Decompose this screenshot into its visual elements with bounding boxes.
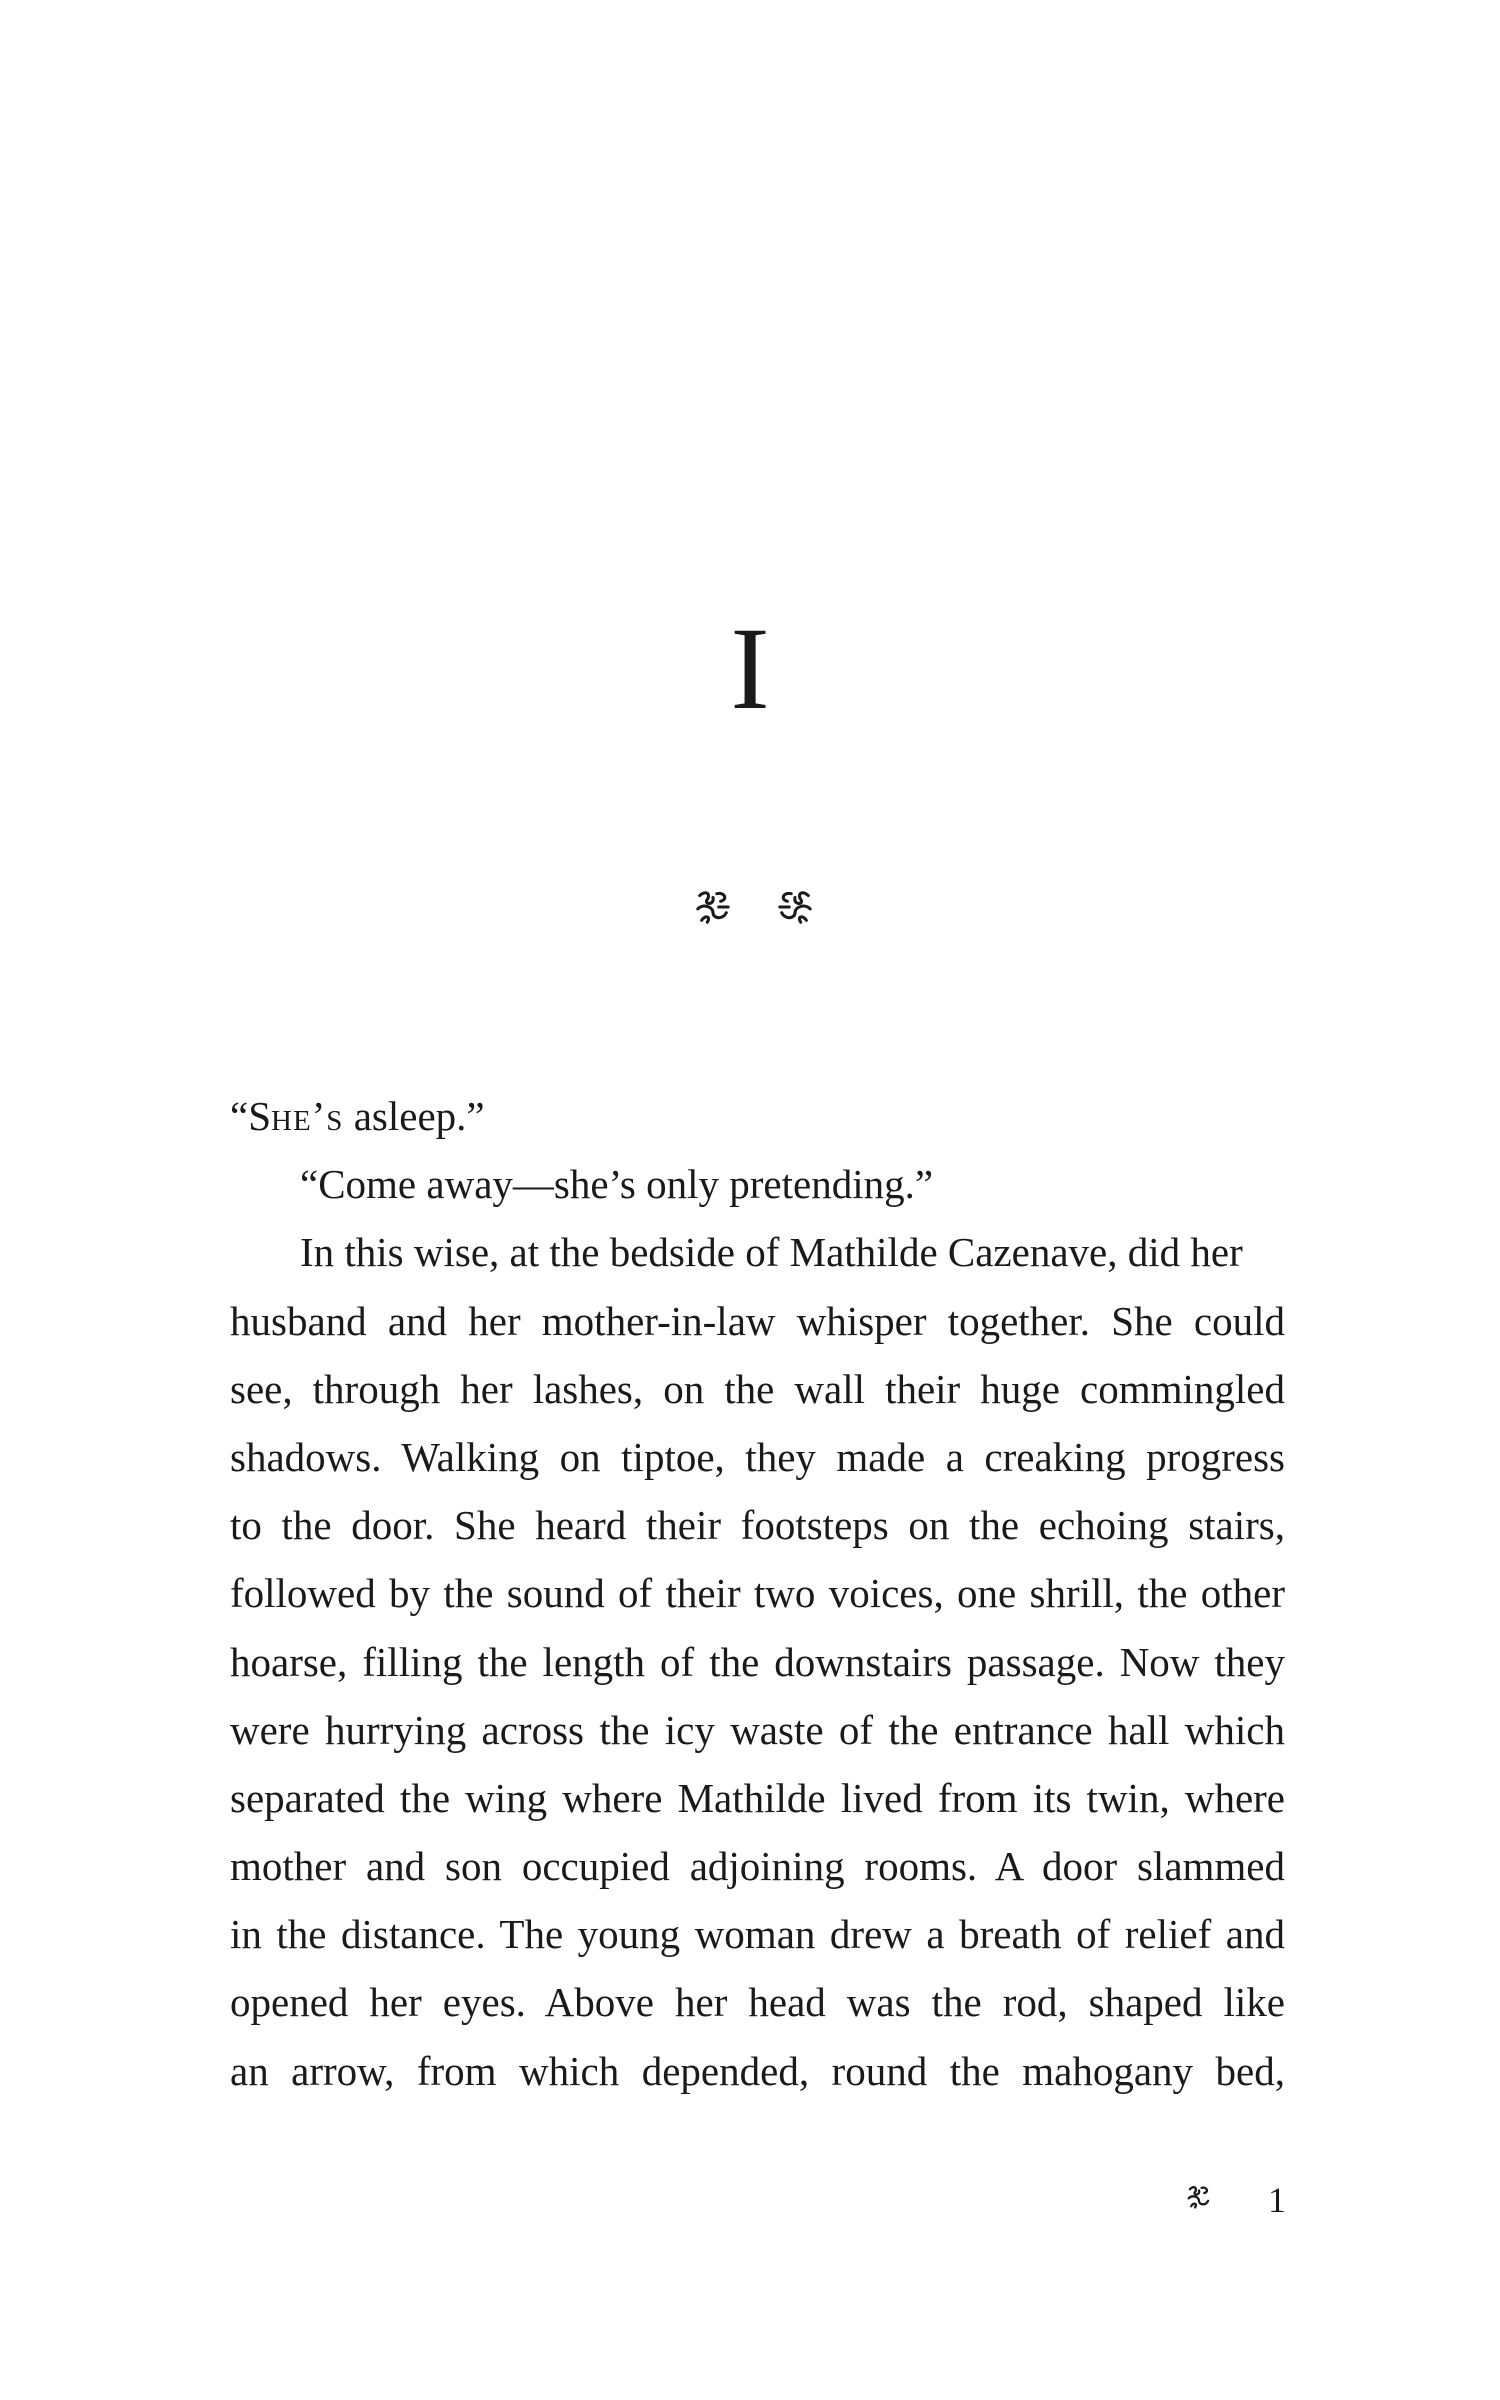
page-footer <box>1186 2176 1286 2224</box>
chapter-ornament <box>694 888 818 928</box>
chapter-number: I <box>730 603 770 734</box>
text-line-2: “Come away—she’s only pretending.” <box>300 1161 934 1208</box>
fleuron-icon <box>1186 2184 1212 2210</box>
text-line-15: an arrow, from which depended, round the mahogany bed, <box>230 2047 1285 2094</box>
text-line-9: hoarse, filling the length of the downstairs passage. Now they <box>230 1638 1285 1685</box>
text-line-4: husband and her mother-in-law whisper together. She could <box>230 1297 1285 1344</box>
chapter-text <box>230 1082 1285 2105</box>
text-line-8: followed by the sound of their two voices, one shrill, the other <box>230 1570 1285 1617</box>
text-line-13: in the distance. The young woman drew a breath of relief and <box>230 1911 1285 1958</box>
page-number: 1 <box>1268 2180 1286 2220</box>
text-line-7: to the door. She heard their footsteps on the echoing stairs, <box>230 1502 1285 1549</box>
text-line-6: shadows. Walking on tiptoe, they made a creaking progress <box>230 1433 1285 1480</box>
opening-initial: “S <box>230 1093 271 1139</box>
text-line-5: see, through her lashes, on the wall their huge commingled <box>230 1365 1285 1412</box>
text-line-14: opened her eyes. Above her head was the rod, shaped like <box>230 1979 1285 2026</box>
text-line-12: mother and son occupied adjoining rooms. A door slammed <box>230 1843 1285 1890</box>
fleuron-right-icon <box>776 888 814 926</box>
text-line-10: were hurrying across the icy waste of the entrance hall which <box>230 1706 1285 1753</box>
fleuron-left-icon <box>694 888 732 926</box>
opening-smallcaps: he’s <box>271 1093 344 1139</box>
text-line-1 <box>230 1082 1285 1150</box>
text-line-11: separated the wing where Mathilde lived from its twin, where <box>230 1774 1285 1821</box>
opening-rest: asleep.” <box>343 1093 485 1139</box>
text-line-3: In this wise, at the bedside of Mathilde Cazenave, did her <box>300 1229 1243 1276</box>
